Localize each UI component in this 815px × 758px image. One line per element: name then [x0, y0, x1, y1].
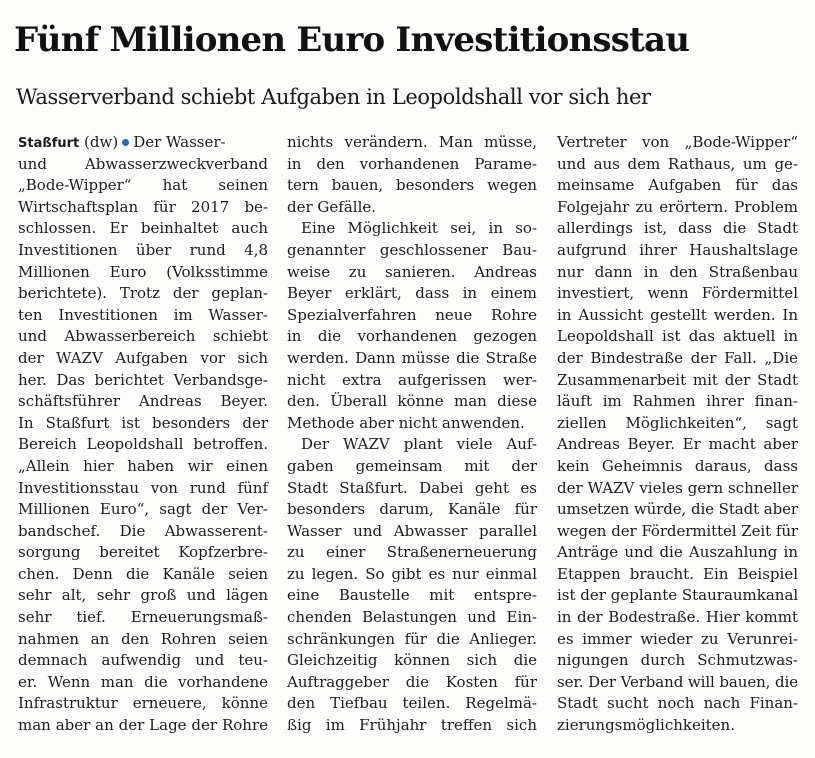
- text-line: schlossen. Er beinhaltet auch: [18, 219, 268, 238]
- text-line: Wirtschaftsplan für 2017 be-: [18, 197, 268, 216]
- text-line: In Staßfurt ist besonders der: [18, 413, 268, 432]
- text-line: Spezialverfahren neue Rohre: [287, 305, 537, 324]
- text-line: nigungen durch Schmutzwas-: [557, 651, 798, 670]
- text-line: weise zu sanieren. Andreas: [287, 262, 537, 281]
- text-line: in die vorhandenen gezogen: [287, 327, 537, 346]
- text-line: werden. Dann müsse die Straße: [287, 348, 537, 367]
- text-line: besonders darum, Kanäle für: [287, 500, 537, 519]
- text-line: gaben gemeinsam mit der: [287, 456, 537, 475]
- text-line: er. Wenn man die vorhandene: [18, 672, 268, 691]
- text-line: ßig im Frühjahr treffen sich: [287, 716, 537, 735]
- text-line: kein Geheimnis daraus, dass: [557, 456, 798, 475]
- text-line: sehr alt, sehr groß und lägen: [18, 586, 268, 605]
- text-line: und aus dem Rathaus, um ge-: [557, 154, 798, 173]
- text-line: Vertreter von „Bode-Wipper“: [557, 133, 798, 151]
- article-column-2: [287, 132, 537, 737]
- text-line: Der Wasser-: [133, 133, 226, 151]
- article-column-3: [557, 132, 798, 737]
- text-line: nicht extra aufgerissen wer-: [287, 370, 537, 389]
- text-line: Bereich Leopoldshall betroffen.: [18, 435, 268, 454]
- text-line: nichts verändern. Man müsse,: [287, 133, 537, 151]
- dateline-author: (dw): [84, 133, 119, 151]
- text-line: eine Baustelle mit entspre-: [287, 586, 537, 605]
- text-line: Folgejahr zu erörtern. Problem: [557, 197, 798, 216]
- text-line: genannter geschlossener Bau-: [287, 240, 537, 259]
- text-line: ist der geplante Stauraumkanal: [557, 586, 799, 605]
- text-line: Infrastruktur erneuere, könne: [18, 694, 268, 713]
- text-line: Beyer erklärt, dass in einem: [287, 284, 537, 303]
- text-line: Eine Möglichkeit sei, in so-: [301, 219, 537, 238]
- text-line: Leopoldshall ist das aktuell in: [557, 327, 798, 346]
- text-line: der WAZV vieles gern schneller: [557, 478, 798, 497]
- text-line: chen. Denn die Kanäle seien: [18, 564, 268, 583]
- text-line: den. Überall könne man diese: [287, 392, 537, 411]
- text-line: Methode aber nicht anwenden.: [287, 413, 525, 432]
- text-line: es immer wieder zu Verunrei-: [557, 629, 798, 648]
- text-line: allerdings ist, dass die Stadt: [557, 219, 798, 238]
- text-line: meinsame Aufgaben für das: [557, 176, 798, 195]
- text-line: aufgrund ihrer Haushaltslage: [557, 240, 798, 259]
- text-line: Zusammenarbeit mit der Stadt: [557, 370, 798, 389]
- text-line: ziellen Möglichkeiten“, sagt: [557, 413, 798, 432]
- text-line: bandschef. Die Abwasserent-: [18, 521, 268, 540]
- text-line: Andreas Beyer. Er macht aber: [557, 435, 798, 454]
- text-line: schäftsführer Andreas Beyer.: [18, 392, 268, 411]
- text-line: der Bindestraße der Fall. „Die: [557, 348, 798, 367]
- text-line: berichtete). Trotz der geplan-: [18, 284, 268, 303]
- text-line: umsetzen würde, die Stadt aber: [557, 500, 798, 519]
- text-line: in der Bodestraße. Hier kommt: [557, 608, 798, 627]
- text-line: ten Investitionen im Wasser-: [18, 305, 268, 324]
- text-line: Etappen braucht. Ein Beispiel: [557, 564, 798, 583]
- text-line: Der WAZV plant viele Auf-: [301, 435, 537, 454]
- text-line: Millionen Euro (Volksstimme: [18, 262, 268, 281]
- text-line: Investitionen über rund 4,8: [18, 240, 268, 259]
- text-line: chenden Belastungen und Ein-: [287, 608, 537, 627]
- bullet-dot-icon: [122, 139, 129, 146]
- text-line: nahmen an den Rohren seien: [18, 629, 268, 648]
- text-line: Gleichzeitig können sich die: [287, 651, 537, 670]
- text-line: der Gefälle.: [287, 197, 377, 216]
- text-line: den Tiefbau teilen. Regelmä-: [287, 694, 537, 713]
- text-line: nur dann in den Straßenbau: [557, 262, 798, 281]
- text-line: Stadt sucht noch nach Finan-: [557, 694, 798, 713]
- text-line: sehr tief. Erneuerungsmaß-: [18, 608, 268, 627]
- text-line: in Aussicht gestellt werden. In: [557, 305, 798, 324]
- text-line: in den vorhandenen Parame-: [287, 154, 537, 173]
- dateline-line: [18, 132, 268, 154]
- text-line: Investitionsstau von rund fünf: [18, 478, 268, 497]
- article-headline: Fünf Millionen Euro Investitionsstau: [14, 20, 690, 60]
- text-line: tern bauen, besonders wegen: [287, 176, 537, 195]
- text-line: Stadt Staßfurt. Dabei geht es: [287, 478, 537, 497]
- text-line: „Bode-Wipper“ hat seinen: [18, 176, 268, 195]
- text-line: man aber an der Lage der Rohre: [18, 716, 268, 735]
- text-line: der WAZV Aufgaben vor sich: [18, 348, 268, 367]
- article-subheadline: Wasserverband schiebt Aufgaben in Leopoldshall vor sich her: [16, 85, 651, 109]
- article-column-1: [18, 132, 268, 737]
- text-line: Wasser und Abwasser parallel: [287, 521, 537, 540]
- text-line: wegen der Fördermittel Zeit für: [557, 521, 798, 540]
- text-line: zu einer Straßenerneuerung: [287, 543, 537, 562]
- text-line: investiert, wenn Fördermittel: [557, 284, 798, 303]
- text-line: „Allein hier haben wir einen: [18, 456, 268, 475]
- text-line: her. Das berichtet Verbandsge-: [18, 370, 268, 389]
- text-line: sorgung bereitet Kopfzerbre-: [18, 543, 268, 562]
- text-line: demnach aufwendig und teu-: [18, 651, 268, 670]
- text-line: Auftraggeber die Kosten für: [287, 672, 537, 691]
- text-line: ser. Der Verband will bauen, die: [557, 672, 798, 691]
- text-line: und Abwasserbereich schiebt: [18, 327, 268, 346]
- dateline-place: Staßfurt: [18, 136, 80, 151]
- text-line: und Abwasserzweckverband: [18, 154, 268, 173]
- text-line: zierungsmöglichkeiten.: [557, 716, 735, 735]
- text-line: zu legen. So gibt es nur einmal: [287, 564, 537, 583]
- text-line: Millionen Euro“, sagt der Ver-: [18, 500, 268, 519]
- text-line: Anträge und die Auszahlung in: [557, 543, 798, 562]
- text-line: schränkungen für die Anlieger.: [287, 629, 537, 648]
- text-line: läuft im Rahmen ihrer finan-: [557, 392, 798, 411]
